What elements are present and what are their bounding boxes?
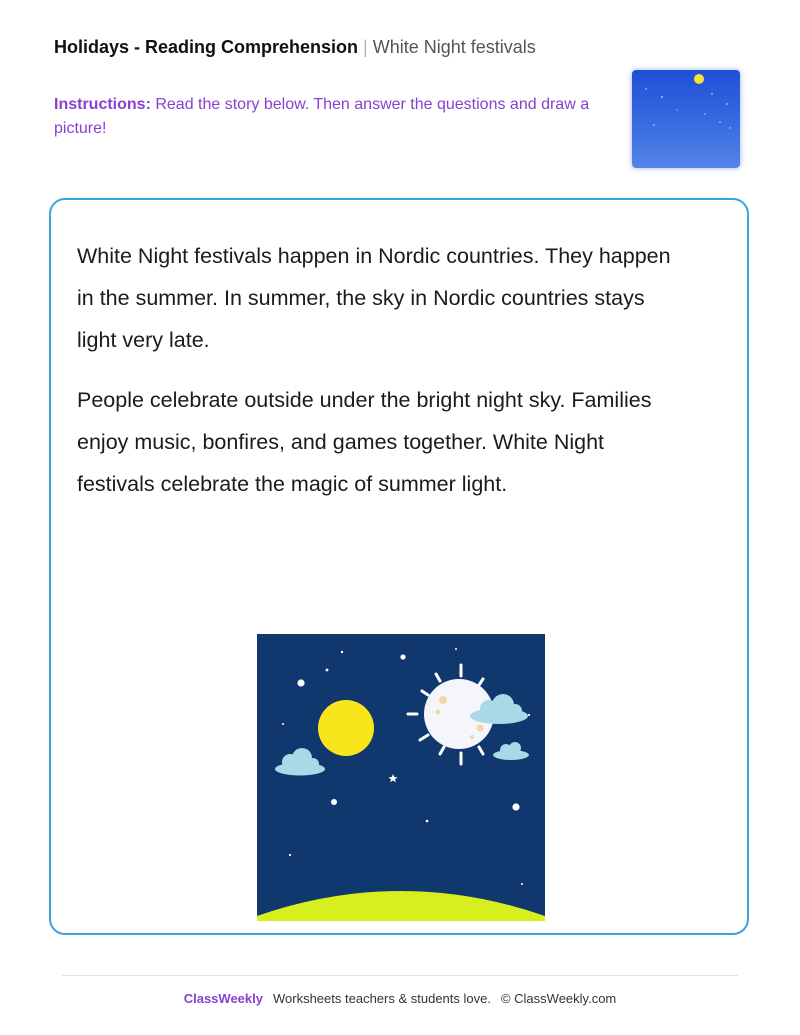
story-paragraph: People celebrate outside under the bright night sky. Families enjoy music, bonfires, and games together. White Night festivals celebrate the magic of summer light.	[77, 388, 652, 496]
story-text	[77, 235, 677, 523]
sun-icon	[318, 700, 374, 756]
thumbnail-art	[632, 70, 740, 168]
footer-tagline: Worksheets teachers & students love.	[272, 991, 491, 1006]
night-sky-background	[257, 634, 545, 921]
instructions	[54, 93, 614, 141]
thumbnail-stars	[645, 88, 731, 129]
worksheet-title: Holidays - Reading Comprehension	[54, 37, 359, 57]
illustration-art	[257, 634, 545, 921]
footer-copyright: © ClassWeekly.com	[500, 991, 617, 1006]
footer-divider	[62, 975, 738, 976]
story-paragraph: White Night festivals happen in Nordic countries. They happen in the summer. In summer, the sky in Nordic countries stays light very late.	[77, 244, 671, 352]
night-sky-thumbnail	[632, 70, 740, 168]
title-separator: |	[363, 37, 368, 57]
footer-brand: ClassWeekly	[183, 991, 263, 1006]
instructions-label: Instructions:	[54, 96, 151, 113]
footer	[0, 991, 800, 1006]
sun-and-moon-illustration	[257, 634, 545, 921]
worksheet-header	[54, 37, 536, 58]
thumbnail-moon-icon	[694, 74, 704, 84]
worksheet-subtitle: White Night festivals	[372, 37, 536, 57]
instructions-text: Read the story below. Then answer the questions and draw a picture!	[54, 96, 590, 137]
